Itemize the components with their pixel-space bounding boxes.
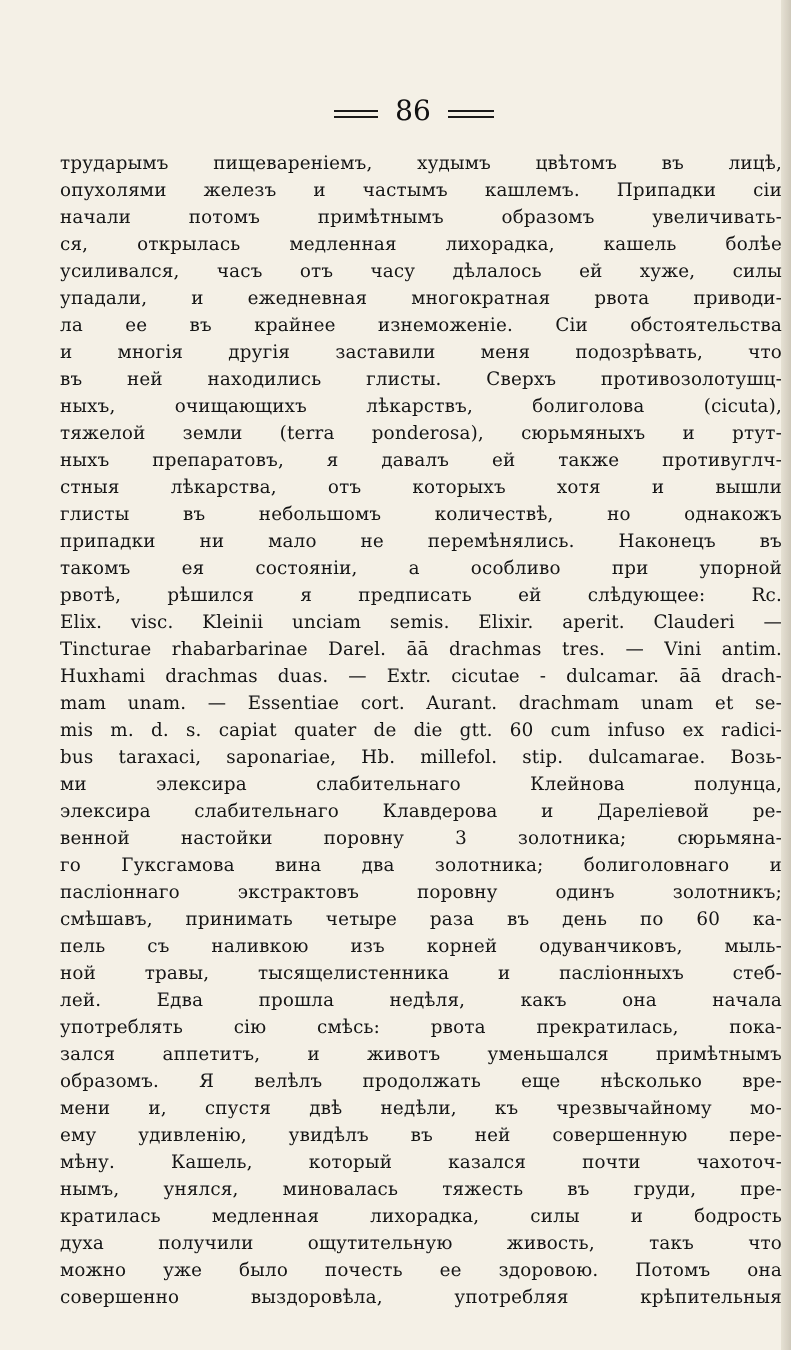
text-line: мени и, спустя двѣ недѣли, къ чрезвычайному мо- xyxy=(60,1098,782,1119)
text-line: кратилась медленная лихорадка, силы и бодрость xyxy=(60,1206,782,1227)
body-text xyxy=(60,150,782,1311)
text-line: пель съ наливкою изъ корней одуванчиковъ, мыль- xyxy=(60,936,782,957)
text-line: образомъ. Я велѣлъ продолжать еще нѣсколько вре- xyxy=(60,1071,782,1092)
text-line: и многія другія заставили меня подозрѣвать, что xyxy=(60,342,782,363)
text-line: зался аппетитъ, и животъ уменьшался примѣтнымъ xyxy=(60,1044,782,1065)
text-line: Huxhami drachmas duas. — Extr. cicutae - dulcamar. āā drach- xyxy=(60,666,782,687)
text-line: нымъ, унялся, миновалась тяжесть въ груди, пре- xyxy=(60,1179,782,1200)
text-line: венной настойки поровну 3 золотника; сюрьмяна- xyxy=(60,828,782,849)
text-line: припадки ни мало не перемѣнялись. Наконецъ въ xyxy=(60,531,782,552)
text-line: Elix. visc. Kleinii unciam semis. Elixir. aperit. Clauderi — xyxy=(60,612,782,633)
text-line: ла ее въ крайнее изнеможеніе. Сіи обстоятельства xyxy=(60,315,782,336)
text-line: го Гуксгамова вина два золотника; болиголовнаго и xyxy=(60,855,782,876)
text-line: упадали, и ежедневная многократная рвота приводи- xyxy=(60,288,782,309)
text-line: ему удивленію, увидѣлъ въ ней совершенную пере- xyxy=(60,1125,782,1146)
text-line: ныхъ препаратовъ, я давалъ ей также противуглч- xyxy=(60,450,782,471)
text-line: начали потомъ примѣтнымъ образомъ увеличивать- xyxy=(60,207,782,228)
text-line: Tincturae rhabarbarinae Darel. āā drachmas tres. — Vini antim. xyxy=(60,639,782,660)
text-line: элексира слабительнаго Клавдерова и Дареліевой ре- xyxy=(60,801,782,822)
text-line: смѣшавъ, принимать четыре раза въ день по 60 ка- xyxy=(60,909,782,930)
page-number: 86 xyxy=(395,94,431,127)
text-line: стныя лѣкарства, отъ которыхъ хотя и вышли xyxy=(60,477,782,498)
text-line: употреблять сію смѣсь: рвота прекратилась, пока- xyxy=(60,1017,782,1038)
text-line: ной травы, тысящелистенника и пасліонныхъ стеб- xyxy=(60,963,782,984)
header-rule-left xyxy=(334,110,378,118)
text-line: пасліоннаго экстрактовъ поровну одинъ золотникъ; xyxy=(60,882,782,903)
text-line: усиливался, часъ отъ часу дѣлалось ей хуже, силы xyxy=(60,261,782,282)
text-line: духа получили ощутительную живость, такъ что xyxy=(60,1233,782,1254)
text-line: bus taraxaci, saponariae, Hb. millefol. stip. dulcamarae. Возь- xyxy=(60,747,782,768)
text-line: ми элексира слабительнаго Клейнова полунца, xyxy=(60,774,782,795)
page-edge xyxy=(781,0,791,1350)
text-line: совершенно выздоровѣла, употребляя крѣпительныя xyxy=(60,1287,782,1308)
text-line: mam unam. — Essentiae cort. Aurant. drachmam unam et se- xyxy=(60,693,782,714)
text-line: глисты въ небольшомъ количествѣ, но однакожъ xyxy=(60,504,782,525)
text-line: тяжелой земли (terra ponderosa), сюрьмяныхъ и ртут- xyxy=(60,423,782,444)
text-line: можно уже было почесть ее здоровою. Потомъ она xyxy=(60,1260,782,1281)
text-line: mis m. d. s. capiat quater de die gtt. 60 cum infuso ex radici- xyxy=(60,720,782,741)
text-line: ныхъ, очищающихъ лѣкарствъ, болиголова (cicuta), xyxy=(60,396,782,417)
text-line: рвотѣ, рѣшился я предписать ей слѣдующее: Rc. xyxy=(60,585,782,606)
text-line: опухолями железъ и частымъ кашлемъ. Припадки сіи xyxy=(60,180,782,201)
text-line: трударымъ пищевареніемъ, худымъ цвѣтомъ въ лицѣ, xyxy=(60,153,782,174)
text-line: такомъ ея состояніи, а особливо при упорной xyxy=(60,558,782,579)
text-line: ся, открылась медленная лихорадка, кашель болѣе xyxy=(60,234,782,255)
text-line: въ ней находились глисты. Сверхъ противозолотушц- xyxy=(60,369,782,390)
header-rule-right xyxy=(448,110,494,118)
text-line: мѣну. Кашель, который казался почти чахоточ- xyxy=(60,1152,782,1173)
text-line: лей. Едва прошла недѣля, какъ она начала xyxy=(60,990,782,1011)
page-header xyxy=(0,94,791,134)
